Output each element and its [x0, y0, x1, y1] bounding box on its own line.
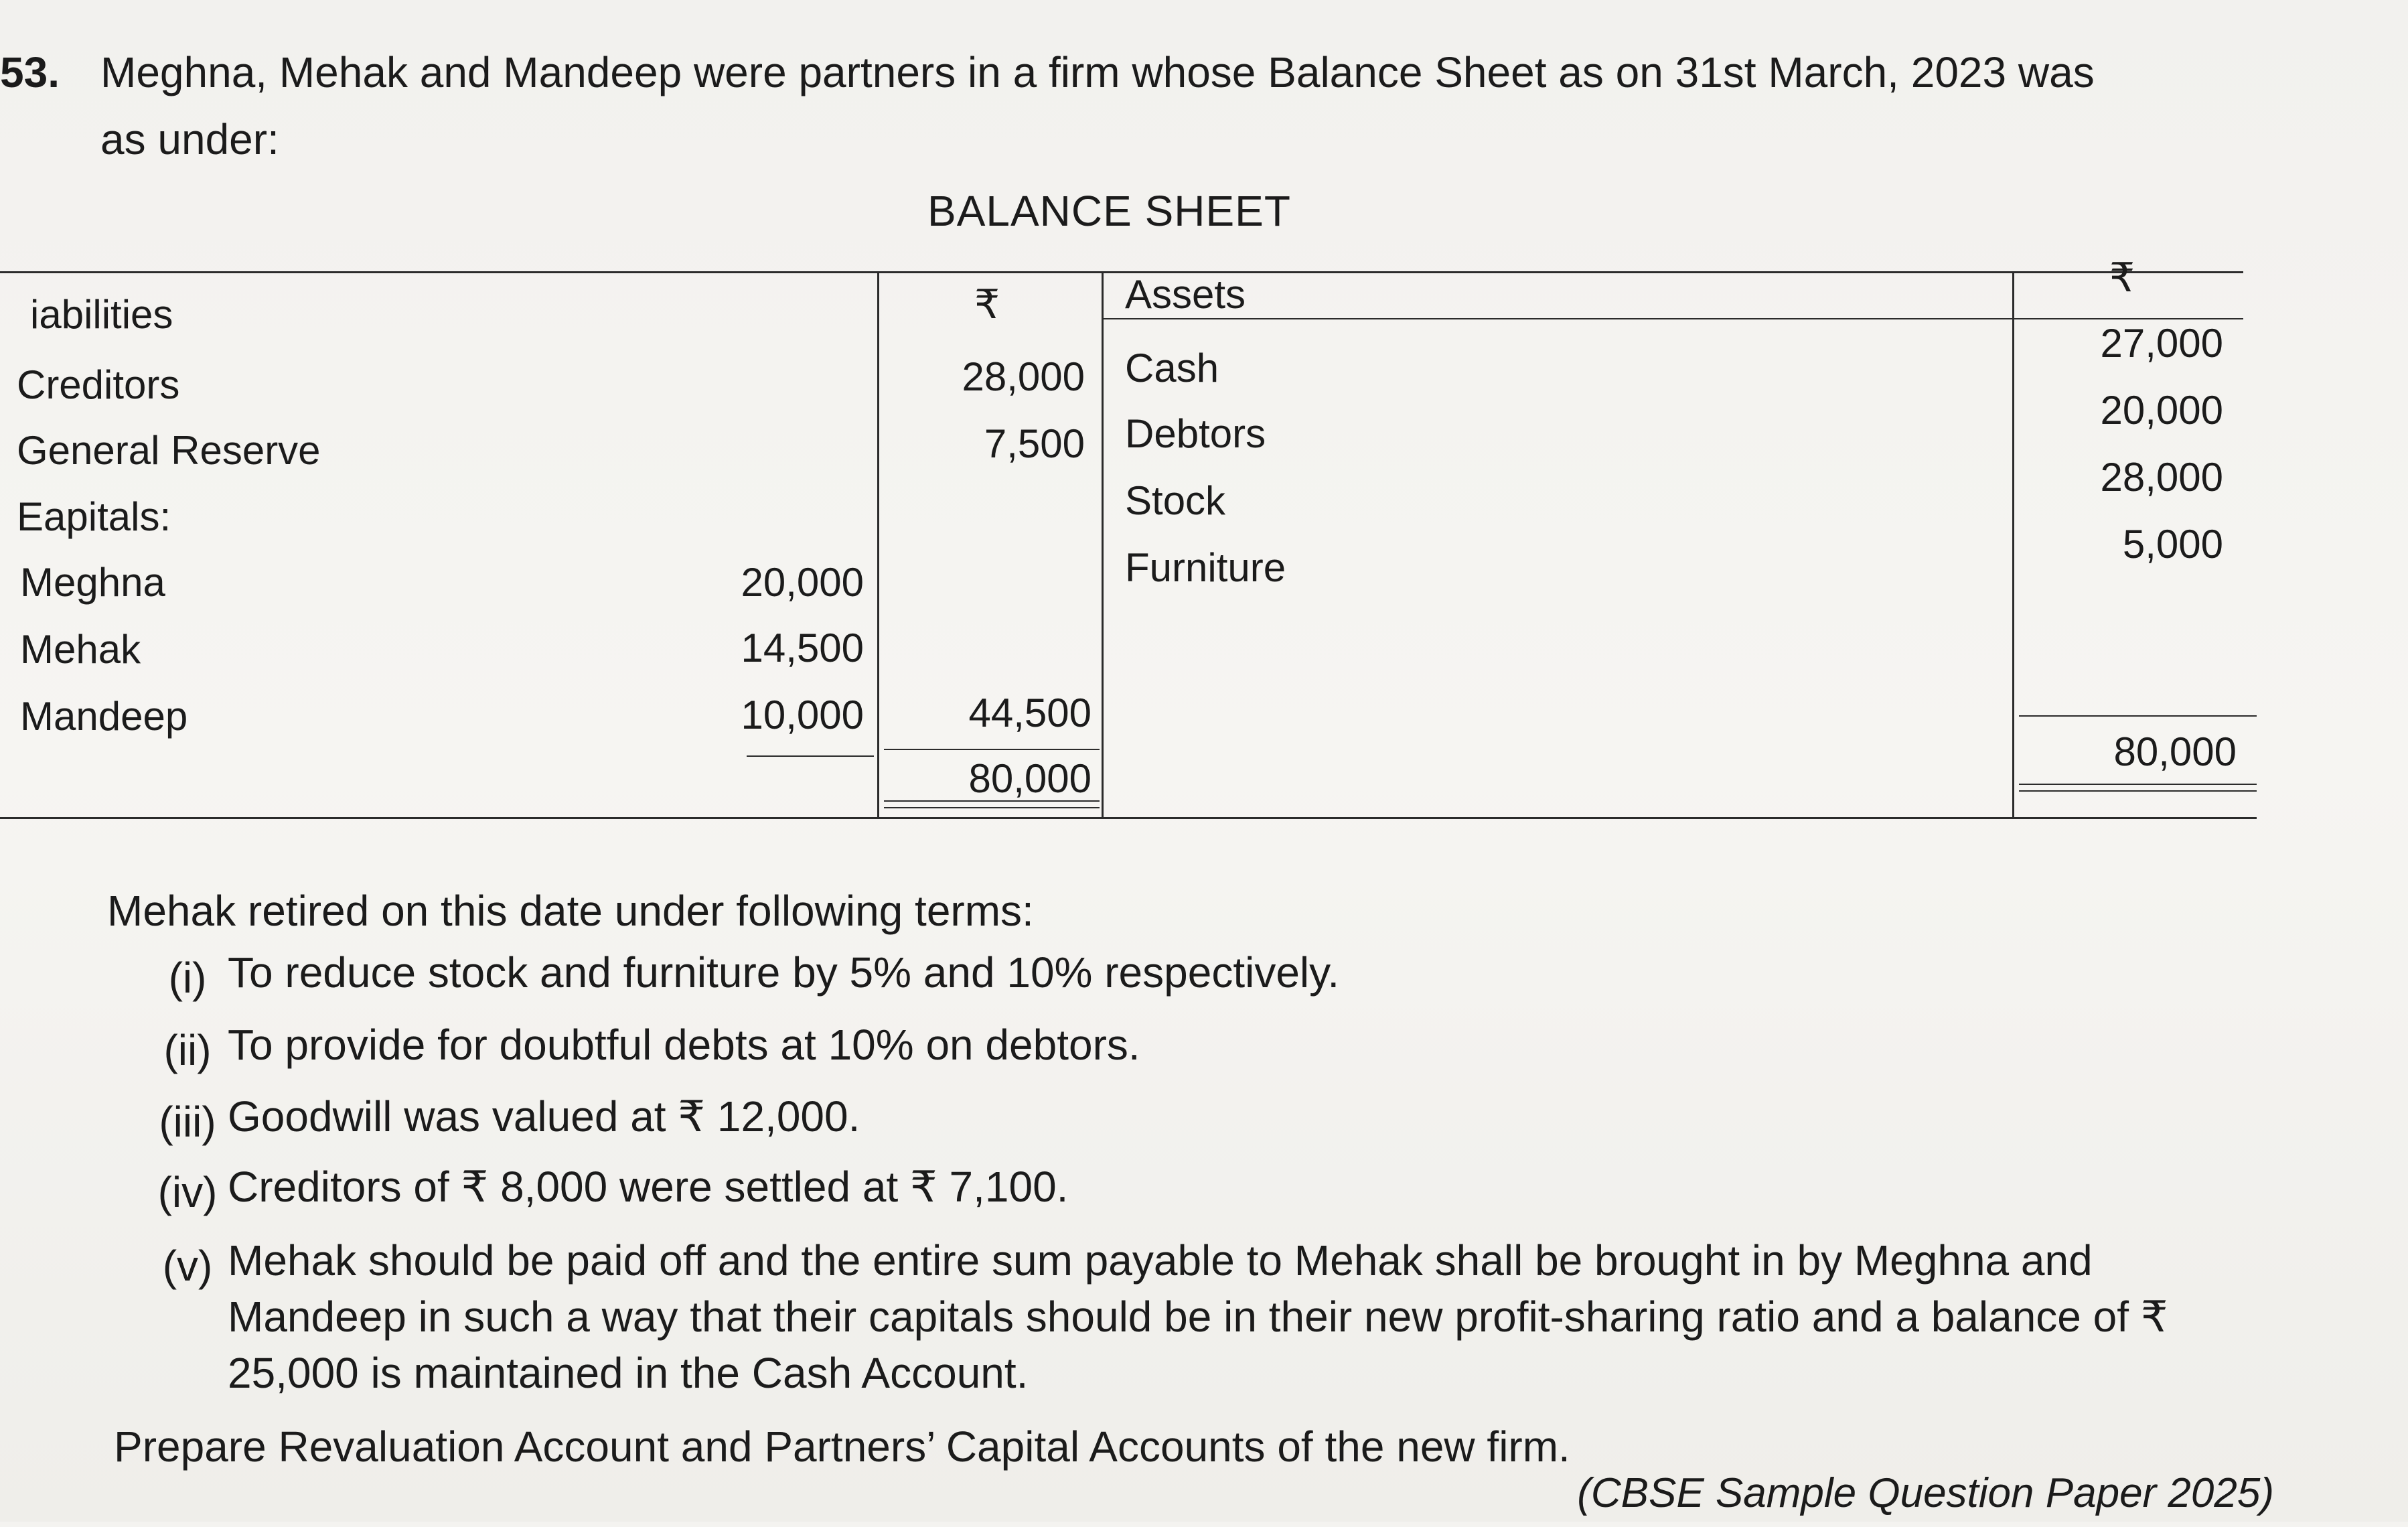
liability-amount-creditors: 28,000 [962, 354, 1085, 399]
liability-amount-general-reserve: 7,500 [984, 421, 1085, 466]
header-bottom-rule [1102, 318, 2243, 319]
question-line-2: as under: [100, 115, 279, 163]
table-top-rule [0, 271, 2243, 273]
center-divider [1102, 271, 1104, 817]
term-number: (iii) [159, 1098, 216, 1146]
balance-sheet-title: BALANCE SHEET [927, 187, 1291, 235]
question-number: 53. [0, 48, 60, 96]
liabilities-rupee-header: ₹ [974, 282, 1000, 327]
term-number: (v) [162, 1242, 213, 1290]
capital-name-mehak: Mehak [20, 627, 141, 672]
term-text: Creditors of ₹ 8,000 were settled at ₹ 7,100. [228, 1163, 1069, 1211]
asset-amount-stock: 28,000 [2100, 455, 2223, 500]
asset-label-cash: Cash [1125, 346, 1219, 390]
term-text: To reduce stock and furniture by 5% and 10% respectively. [228, 948, 1340, 997]
asset-amount-cash: 27,000 [2100, 321, 2223, 366]
term-text: To provide for doubtful debts at 10% on debtors. [228, 1021, 1140, 1069]
capitals-total: 44,500 [968, 690, 1092, 735]
question-line-1: Meghna, Mehak and Mandeep were partners in a firm whose Balance Sheet as on 31st March, 2023 was [100, 48, 2095, 96]
asset-amount-debtors: 20,000 [2100, 388, 2223, 433]
capital-amount-meghna: 20,000 [741, 560, 864, 605]
liabilities-amount-divider [877, 271, 879, 817]
liability-label-general-reserve: General Reserve [17, 428, 321, 473]
capital-name-meghna: Meghna [20, 560, 165, 605]
source-citation: (CBSE Sample Question Paper 2025) [1577, 1470, 2274, 1516]
capital-amount-mandeep: 10,000 [741, 693, 864, 737]
asset-amount-furniture: 5,000 [2122, 522, 2223, 567]
liabilities-total-top-rule [884, 749, 1100, 750]
terms-intro: Mehak retired on this date under following terms: [107, 887, 1034, 935]
question-text [100, 39, 2230, 173]
table-bottom-rule [0, 817, 2257, 819]
term-number: (ii) [163, 1026, 212, 1074]
term-number: (i) [168, 954, 207, 1002]
asset-label-debtors: Debtors [1125, 411, 1266, 456]
asset-label-stock: Stock [1125, 478, 1226, 523]
assets-total: 80,000 [2113, 729, 2237, 774]
assets-header: Assets [1125, 272, 1246, 317]
capital-amount-mehak: 14,500 [741, 626, 864, 670]
capitals-subtotal-rule [747, 755, 874, 757]
term-text: Mehak should be paid off and the entire sum payable to Mehak shall be brought in by Meghna and Mandeep in such a way that their capitals should be in their new profit-sharing ratio and a balance of ₹ 25,000 is maintained in the Cash Account. [228, 1236, 2168, 1397]
liabilities-total: 80,000 [968, 756, 1092, 801]
assets-amount-divider [2012, 271, 2014, 817]
assets-rupee-header: ₹ [2109, 255, 2135, 300]
capitals-label: Eapitals: [17, 494, 171, 539]
balance-sheet-table [0, 254, 2257, 837]
assets-total-double-rule-2 [2019, 790, 2257, 792]
assets-total-double-rule-1 [2019, 784, 2257, 785]
term-number: (iv) [157, 1168, 218, 1216]
asset-label-furniture: Furniture [1125, 545, 1286, 590]
capital-name-mandeep: Mandeep [20, 694, 188, 739]
liability-label-creditors: Creditors [17, 362, 180, 407]
assets-total-top-rule [2019, 715, 2257, 717]
term-text: Goodwill was valued at ₹ 12,000. [228, 1092, 860, 1141]
instruction-text: Prepare Revaluation Account and Partners’ Capital Accounts of the new firm. [114, 1423, 1570, 1471]
liabilities-header: iabilities [30, 292, 173, 337]
liabilities-total-double-rule-2 [884, 807, 1100, 808]
